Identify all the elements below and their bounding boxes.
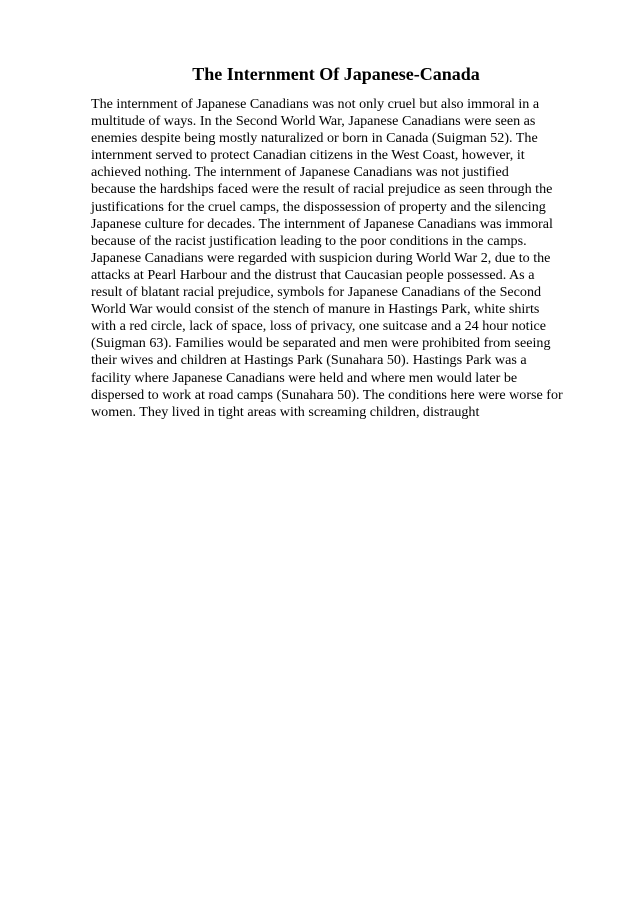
body-line: women. They lived in tight areas with screaming children, distraught bbox=[91, 403, 480, 420]
body-line: facility where Japanese Canadians were held and where men would later be bbox=[91, 369, 518, 386]
document-title: The Internment Of Japanese-Canada bbox=[192, 64, 480, 84]
body-line: because of the racist justification leading to the poor conditions in the camps. bbox=[91, 232, 527, 249]
body-line: internment served to protect Canadian citizens in the West Coast, however, it bbox=[91, 147, 525, 164]
document-body bbox=[91, 96, 591, 421]
body-line: Japanese culture for decades. The internment of Japanese Canadians was immoral bbox=[91, 215, 553, 232]
body-line: achieved nothing. The internment of Japanese Canadians was not justified bbox=[91, 164, 509, 181]
body-line: enemies despite being mostly naturalized or born in Canada (Suigman 52). The bbox=[91, 130, 538, 147]
body-line: because the hardships faced were the result of racial prejudice as seen through the bbox=[91, 181, 553, 198]
body-line: their wives and children at Hastings Park (Sunahara 50). Hastings Park was a bbox=[91, 352, 527, 369]
body-line: multitude of ways. In the Second World War, Japanese Canadians were seen as bbox=[91, 113, 536, 130]
body-line: (Suigman 63). Families would be separated and men were prohibited from seeing bbox=[91, 335, 551, 352]
body-line: World War would consist of the stench of manure in Hastings Park, white shirts bbox=[91, 301, 540, 318]
body-line: dispersed to work at road camps (Sunahara 50). The conditions here were worse for bbox=[91, 386, 563, 403]
body-line: result of blatant racial prejudice, symbols for Japanese Canadians of the Second bbox=[91, 284, 542, 301]
body-line: attacks at Pearl Harbour and the distrust that Caucasian people possessed. As a bbox=[91, 266, 535, 283]
body-line: Japanese Canadians were regarded with suspicion during World War 2, due to the bbox=[91, 249, 551, 266]
body-line: with a red circle, lack of space, loss of privacy, one suitcase and a 24 hour notice bbox=[91, 318, 547, 335]
body-line: justifications for the cruel camps, the dispossession of property and the silencing bbox=[91, 198, 546, 215]
body-line: The internment of Japanese Canadians was not only cruel but also immoral in a bbox=[91, 96, 540, 112]
